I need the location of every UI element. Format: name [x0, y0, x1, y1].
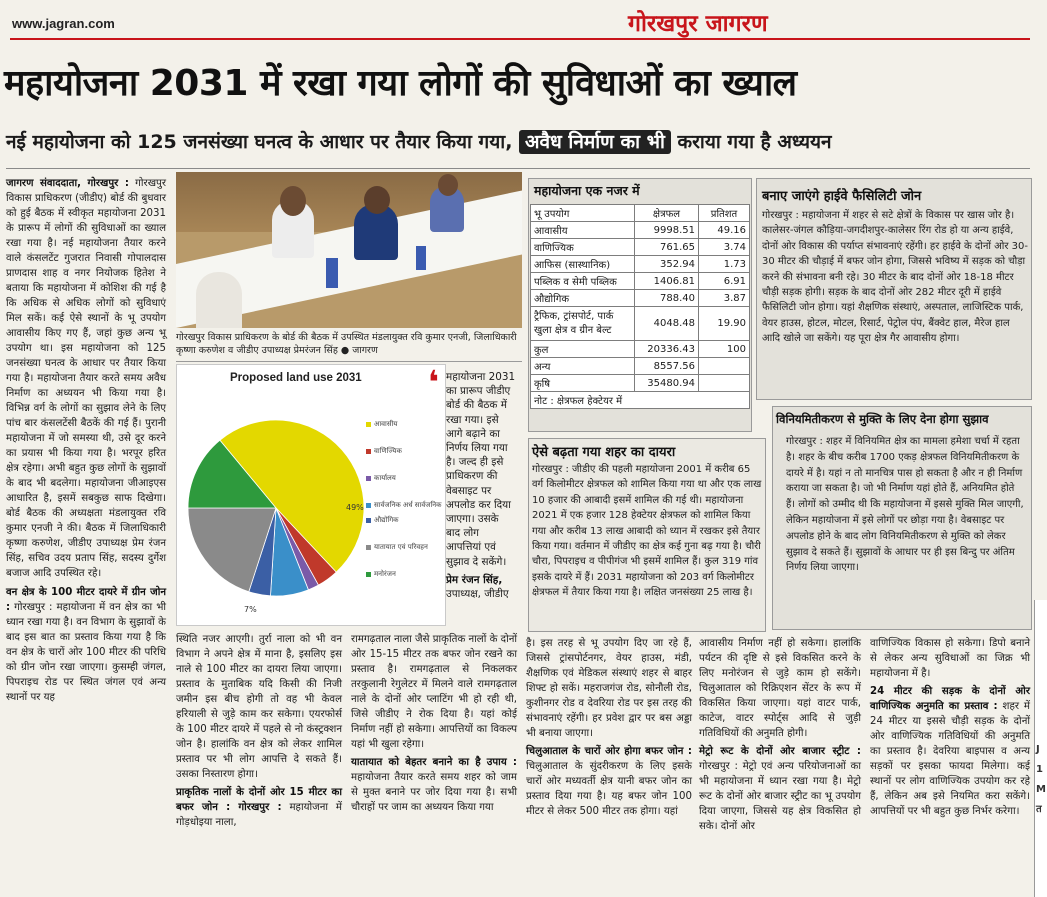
cell: [699, 358, 750, 375]
table-row: [531, 341, 750, 358]
c4-tail: चिलुआताल के सुंदरीकरण के लिए इसके चारों ओर मध्यवर्ती क्षेत्र यानी बफर जोन का प्रस्ताव दिया गया है। यह बफर जोन 100 मीटर से लेकर 500 मीटर तक होगा। यहां: [526, 761, 692, 817]
cell: 100: [699, 341, 750, 358]
landuse-table: [530, 204, 750, 409]
table-row: [531, 392, 750, 409]
table-title: महायोजना एक नजर में: [534, 183, 640, 198]
cell: ट्रैफिक, ट्रांसपोर्ट, पार्क खुला क्षेत्र व ग्रीन बेल्ट: [531, 307, 635, 341]
city-body: गोरखपुर : जीडीए की पहली महायोजना 2001 में करीब 65 वर्ग किलोमीटर क्षेत्रफल को शामिल किया गया था और एक लाख 10 हजार की आबादी इसमें शामिल की गई थी। महायोजना 2021 में एक हजार 128 हेक्टेयर क्षेत्रफल को शामिल किया गया और करीब 13 लाख आबादी को ध्यान में रखकर इसे तैयार किया गया। वर्तमान में जीडीए का क्षेत्र कई गुना बढ़ गया है। चौरी चौरा, पिपराइच व पीपीगंज भी इसमें शामिल हैं। कुल 319 गांव इसके दायरे में हैं। 2031 महायोजना को 203 वर्ग किलोमीटर क्षेत्रफल में तैयार किया गया है। लक्षित जनसंख्या 25 लाख है।: [532, 464, 762, 599]
cell: कुल: [531, 341, 635, 358]
dereg-title: विनियमितीकरण से मुक्ति के लिए देना होगा सुझाव: [776, 412, 989, 426]
legend-label: वाणिज्यिक: [374, 447, 402, 455]
site-url[interactable]: www.jagran.com: [12, 16, 115, 31]
cell: 35480.94: [635, 375, 699, 392]
legend-item: [366, 447, 446, 456]
subhead: [6, 128, 1036, 154]
chart-title: Proposed land use 2031: [230, 372, 362, 384]
subhead-part2: कराया गया है अध्ययन: [677, 131, 832, 153]
quote-role: उपाध्यक्ष, जीडीए: [446, 588, 509, 601]
col1-dateline: जागरण संवाददाता, गोरखपुर :: [6, 178, 129, 189]
cell: 1406.81: [635, 273, 699, 290]
legend-swatch: [366, 449, 371, 454]
c2-heading: प्राकृतिक नालों के दोनों ओर 15 मीटर का बफर जोन : गोरखपुर :: [176, 787, 342, 813]
table-row: [531, 358, 750, 375]
c6-tail: शहर में 24 मीटर या इससे चौड़ी सड़क के दोनों ओर वाणिज्यिक गतिविधियों की अनुमति का प्रस्ताव है। देवरिया बाइपास व अन्य सड़कों पर इसका फायदा मिलेगा। कई स्थानों पर लोग वाणिज्यिक उपयोग कर रहे हैं, लेकिन अब इसे नियमित करा सकेंगे। आपत्तियों पर भी बहुत कुछ निर्भर करेगा।: [870, 701, 1030, 817]
legend-label: सार्वजनिक अर्ध सार्वजनिक: [374, 501, 442, 509]
cell: आवासीय: [531, 222, 635, 239]
cell: 788.40: [635, 290, 699, 307]
quote-block: [446, 370, 516, 601]
col1-subbody: गोरखपुर : महायोजना में वन क्षेत्र का भी ध्यान रखा गया है। वन विभाग के सुझावों के बाद इस बात का प्रस्ताव किया गया है कि वन क्षेत्र के चारों ओर 100 मीटर की परिधि को ग्रीन जोन रखा जाएगा। कुसम्ही जंगल, पिपराइच रोड पर स्थित जंगल एवं अन्य स्थानों पर यह: [6, 602, 166, 703]
legend-item: [366, 501, 446, 510]
city-title: ऐसे बढ़ता गया शहर का दायरा: [532, 445, 676, 460]
land-use-pie: [176, 390, 376, 626]
cell: 3.74: [699, 239, 750, 256]
quote-mark-icon: ❛: [428, 363, 440, 401]
legend-label: मनोरंजन: [374, 570, 396, 578]
quote-text: महायोजना 2031 का प्रारूप जीडीए बोर्ड की बैठक में रखा गया। इसे आगे बढ़ाने का निर्णय लिया गया है। जल्द ही इसे प्राधिकरण की वेबसाइट पर अपलोड कर दिया जाएगा। उसके बाद लोग आपत्तियां एवं सुझाव दे सकेंगे।: [446, 371, 516, 568]
header-percent: प्रतिशत: [699, 205, 750, 222]
cell: 49.16: [699, 222, 750, 239]
masthead-rule: [10, 38, 1030, 40]
cell: 8557.56: [635, 358, 699, 375]
page-edge-letters: J 1 M त: [1036, 744, 1046, 815]
c5-body: आवासीय निर्माण नहीं हो सकेगा। हालांकि पर्यटन की दृष्टि से इसे विकसित करने के लिए मनोरंजन से जुड़े काम हो सकेंगे। चिलुआताल को रिक्रिएशन सेंटर के रूप में विकसित किया जाएगा। यहां वाटर पार्क, काटेज, वाटर स्पोर्ट्स आदि से जुड़ी गतिविधियों की अनुमति होगी।: [699, 638, 861, 739]
c4-body: है। इस तरह से भू उपयोग दिए जा रहे हैं, जिससे ट्रांसपोर्टनगर, वेयर हाउस, मंडी, शैक्षणिक एवं मेडिकल संस्थाएं शहर से बाहर शिफ्ट हो सकें। महराजगंज रोड, सोनौली रोड, कुशीनगर रोड व देवरिया रोड पर इस तरह की संभावनाएं रहेंगी। हर प्रवेश द्वार पर बस अड्डा भी बनाया जाएगा।: [526, 638, 692, 739]
table-note: नोट : क्षेत्रफल हेक्टेयर में: [531, 392, 750, 409]
bottom-col4: [526, 636, 692, 819]
header-landuse: भू उपयोग: [531, 205, 635, 222]
cell: 4048.48: [635, 307, 699, 341]
headline: महायोजना 2031 में रखा गया लोगों की सुविधाओं का ख्याल: [4, 63, 797, 104]
legend-swatch: [366, 572, 371, 577]
photo-caption-rule: [176, 361, 522, 362]
legend-swatch: [366, 476, 371, 481]
col1-body: गोरखपुर विकास प्राधिकरण (जीडीए) बोर्ड की बुधवार को हुई बैठक में स्वीकृत महायोजना 2031 के प्रारूप में लोगों की सुविधाओं का ख्याल रखा गया है। नई महायोजना तैयार करने वाले कंसलटेंट गुजरात निवासी गोपालदास प्राणदास शाह व नगर नियोजक हितेश ने बताया कि महायोजना में कोशिश की गई है कि अधिक से अधिक लोगों को सुविधाएं मिल सकें। कई ऐसे स्थानों के भू उपयोग आवासीय किए गए हैं, जहां कुछ अन्य भू उपयोग था। इस महायोजना को 125 जनसंख्या घनत्व के आधार पर तैयार किया गया है। महायोजना तैयार करते समय अवैध निर्माण का अध्ययन भी किया गया है। विभिन्न वर्ग के लोगों का सुझाव लेने के लिए पांच बार कंसलटेंसी बैठकें की गई हैं। पुरानी महायोजना में जो समस्या थी, उसे दूर करने का प्रयास भी किया गया है। भरपूर हरित क्षेत्र रहेगा। अभी बहुत कुछ लोगों के सुझावों के बाद भी बदलेगा। महायोजना जीआइएस आधारित है, इसमें सबकुछ साफ दिखेगा। बोर्ड बैठक की अध्यक्षता मंडलायुक्त रवि कुमार एनजी ने की। बैठक में जिलाधिकारी कृष्णा करुणेश, जीडीए उपाध्यक्ष प्रेम रंजन सिंह, सचिव उदय प्रताप सिंह, सदस्य दुर्गेश बजाज आदि उपस्थित रहे।: [6, 178, 166, 579]
col1-article: [6, 176, 166, 705]
cell: 1.73: [699, 256, 750, 273]
meeting-photo: [176, 172, 522, 328]
cell: 20336.43: [635, 341, 699, 358]
bottom-col6: [870, 636, 1030, 819]
cell: पब्लिक व सेमी पब्लिक: [531, 273, 635, 290]
highway-body: गोरखपुर : महायोजना में शहर से सटे क्षेत्रों के विकास पर खास जोर है। कालेसर-जंगल कौड़िया-जगदीशपुर-कालेसर रिंग रोड हो या अन्य हाईवे, दोनों ओर विकास की पर्याप्त संभावनाएं रहेंगी। हर हाईवे के दोनों ओर 30-30 मीटर की चौड़ाई में बफर जोन होगा, जिससे भविष्य में सड़क को चौड़ा करने की संभावना बनी रहे। 30 मीटर के बाद दोनों ओर 18-18 मीटर चौड़ी सड़क होगी। सड़क के बाद दोनों ओर 282 मीटर दूरी में हाईवे फैसिलिटी जोन होगा। यहां शैक्षणिक संस्थाएं, अस्पताल, लाजिस्टिक पार्क, वेयर हाउस, होटल, मोटल, रिसार्ट, पेट्रोल पंप, बैंक्वेट हाल, मैरेज हाल आदि खोले जा सकेंगे। यह पूरा क्षेत्र गैर आवासीय होगा।: [762, 210, 1028, 345]
legend-item: [366, 420, 446, 429]
legend-item: [366, 474, 446, 483]
subhead-highlight: अवैध निर्माण का भी: [519, 130, 671, 154]
legend-label: आवासीय: [374, 420, 398, 428]
legend-swatch: [366, 518, 371, 523]
cell: 352.94: [635, 256, 699, 273]
subhead-part1: नई महायोजना को 125 जनसंख्या घनत्व के आधार पर तैयार किया गया,: [6, 131, 513, 153]
table-row: [531, 256, 750, 273]
bottom-col5: [699, 636, 861, 834]
photo-caption: गोरखपुर विकास प्राधिकरण के बोर्ड की बैठक में उपस्थित मंडलायुक्त रवि कुमार एनजी, जिलाधिकारी कृष्णा करुणेश व जीडीए उपाध्यक्ष प्रेमरंजन सिंह ● जागरण: [176, 332, 517, 356]
col1-subheading: वन क्षेत्र के 100 मीटर दायरे में ग्रीन जोन :: [6, 587, 166, 613]
cell: अन्य: [531, 358, 635, 375]
legend-swatch: [366, 545, 371, 550]
table-row: [531, 307, 750, 341]
c6-body: वाणिज्यिक विकास हो सकेगा। डिपो बनाने से लेकर अन्य सुविधाओं का जिक्र भी महायोजना में है।: [870, 638, 1030, 679]
table-row: [531, 273, 750, 290]
pie-label-residential: 49%: [346, 503, 364, 512]
c2-tail: महायोजना में गोड़धोइया नाला,: [176, 802, 342, 828]
header-area: क्षेत्रफल: [635, 205, 699, 222]
table-row: [531, 222, 750, 239]
cell: [699, 375, 750, 392]
cell: 19.90: [699, 307, 750, 341]
c5-heading: मेट्रो रूट के दोनों ओर बाजार स्ट्रीट :: [699, 746, 861, 757]
cell: 9998.51: [635, 222, 699, 239]
cell: वाणिज्यिक: [531, 239, 635, 256]
legend-item: [366, 516, 446, 525]
cell: 6.91: [699, 273, 750, 290]
chart-legend: [366, 420, 446, 597]
c3-body: रामगढ़ताल नाला जैसे प्राकृतिक नालों के दोनों ओर 15-15 मीटर तक बफर जोन रखने का प्रस्ताव है। रामगढ़ताल से निकलकर तरकुलानी रेगुलेटर में मिलने वाले रामगढ़ताल नाले के दोनों ओर प्लाटिंग भी हो रही थी, जिसे जीडीए ने रोक दिया है। यहां कोई निर्माण नहीं हो सकेगा। आपत्तियों का विकल्प यहां भी खुला रहेगा।: [351, 634, 517, 750]
legend-label: यातायात एवं परिवहन: [374, 543, 428, 551]
table-row: [531, 290, 750, 307]
table-row: [531, 239, 750, 256]
legend-label: औद्योगिक: [374, 516, 399, 524]
cell: औद्योगिक: [531, 290, 635, 307]
table-header-row: [531, 205, 750, 222]
c3-heading: यातायात को बेहतर बनाने का है उपाय :: [351, 757, 517, 768]
bottom-col3: [351, 632, 517, 815]
pie-label-public: 7%: [244, 605, 257, 614]
c5-tail: गोरखपुर : मेट्रो एवं अन्य परियोजनाओं का भी महायोजना में ध्यान रखा गया है। मेट्रो रूट के दोनों ओर बाजार स्ट्रीट का भू उपयोग दिया जाएगा, जिससे यह क्षेत्र विकसित हो सके। दोनों ओर: [699, 761, 861, 832]
cell: कृषि: [531, 375, 635, 392]
table-row: [531, 375, 750, 392]
dereg-body: गोरखपुर : शहर में विनियमित क्षेत्र का मामला हमेशा चर्चा में रहता है। शहर के बीच करीब 1700 एकड़ क्षेत्रफल विनियमितीकरण के दायरे में है। यहां न तो मानचित्र पास हो सकता है और न ही निर्माण कराया जा सकता है। जो भी निर्माण यहां होते हैं, अनियमित होते हैं। लोगों को उम्मीद थी कि महायोजना में इससे मुक्ति मिल जाएगी, लेकिन महायोजना में इसे लोगों पर छोड़ा गया है। वेबसाइट पर अपलोड होने के बाद लोग विनियमितीकरण से मुक्ति को लेकर सुझाव दे सकते हैं। सुझावों के आधार पर ही इस बिन्दु पर अंतिम निर्णय लिया जाएगा।: [786, 436, 1024, 574]
cell: 3.87: [699, 290, 750, 307]
legend-swatch: [366, 503, 371, 508]
legend-label: कार्यालय: [374, 474, 396, 482]
legend-swatch: [366, 422, 371, 427]
c6-heading: 24 मीटर की सड़क के दोनों ओर वाणिज्यिक अनुमति का प्रस्ताव :: [870, 686, 1030, 712]
c2-body: स्थिति नजर आएगी। तुर्रा नाला को भी वन विभाग ने अपने क्षेत्र में माना है, इसलिए इस नाले से 100 मीटर का दायरा लिया जाएगा। प्रस्ताव के मुताबिक यदि किसी की निजी जमीन इस बीच होगी तो वह भी केवल हरियाली से जुड़े काम कर सकेगा। एयरफोर्स के 100 मीटर दायरे में पहले से नो कंस्ट्रक्शन जोन है। हालांकि वन क्षेत्र को लेकर शामिल प्रस्ताव पर भी लोग आपत्ति दे सकते हैं। उसका निस्तारण होगा।: [176, 634, 342, 780]
legend-item: [366, 570, 446, 579]
c4-heading: चिलुआताल के चारों ओर होगा बफर जोन :: [526, 746, 692, 757]
subhead-rule: [6, 168, 1030, 169]
legend-item: [366, 543, 446, 552]
quote-author: प्रेम रंजन सिंह,: [446, 573, 503, 586]
cell: आफिस (सास्थानिक): [531, 256, 635, 273]
bottom-col2: [176, 632, 342, 830]
c3-tail: महायोजना तैयार करते समय शहर को जाम से मुक्त बनाने पर जोर दिया गया है। सभी चौराहों पर जाम का अध्ययन किया गया: [351, 772, 517, 813]
highway-title: बनाए जाएंगे हाईवे फैसिलिटी जोन: [762, 189, 922, 204]
paper-name: गोरखपुर जागरण: [628, 11, 768, 37]
cell: 761.65: [635, 239, 699, 256]
